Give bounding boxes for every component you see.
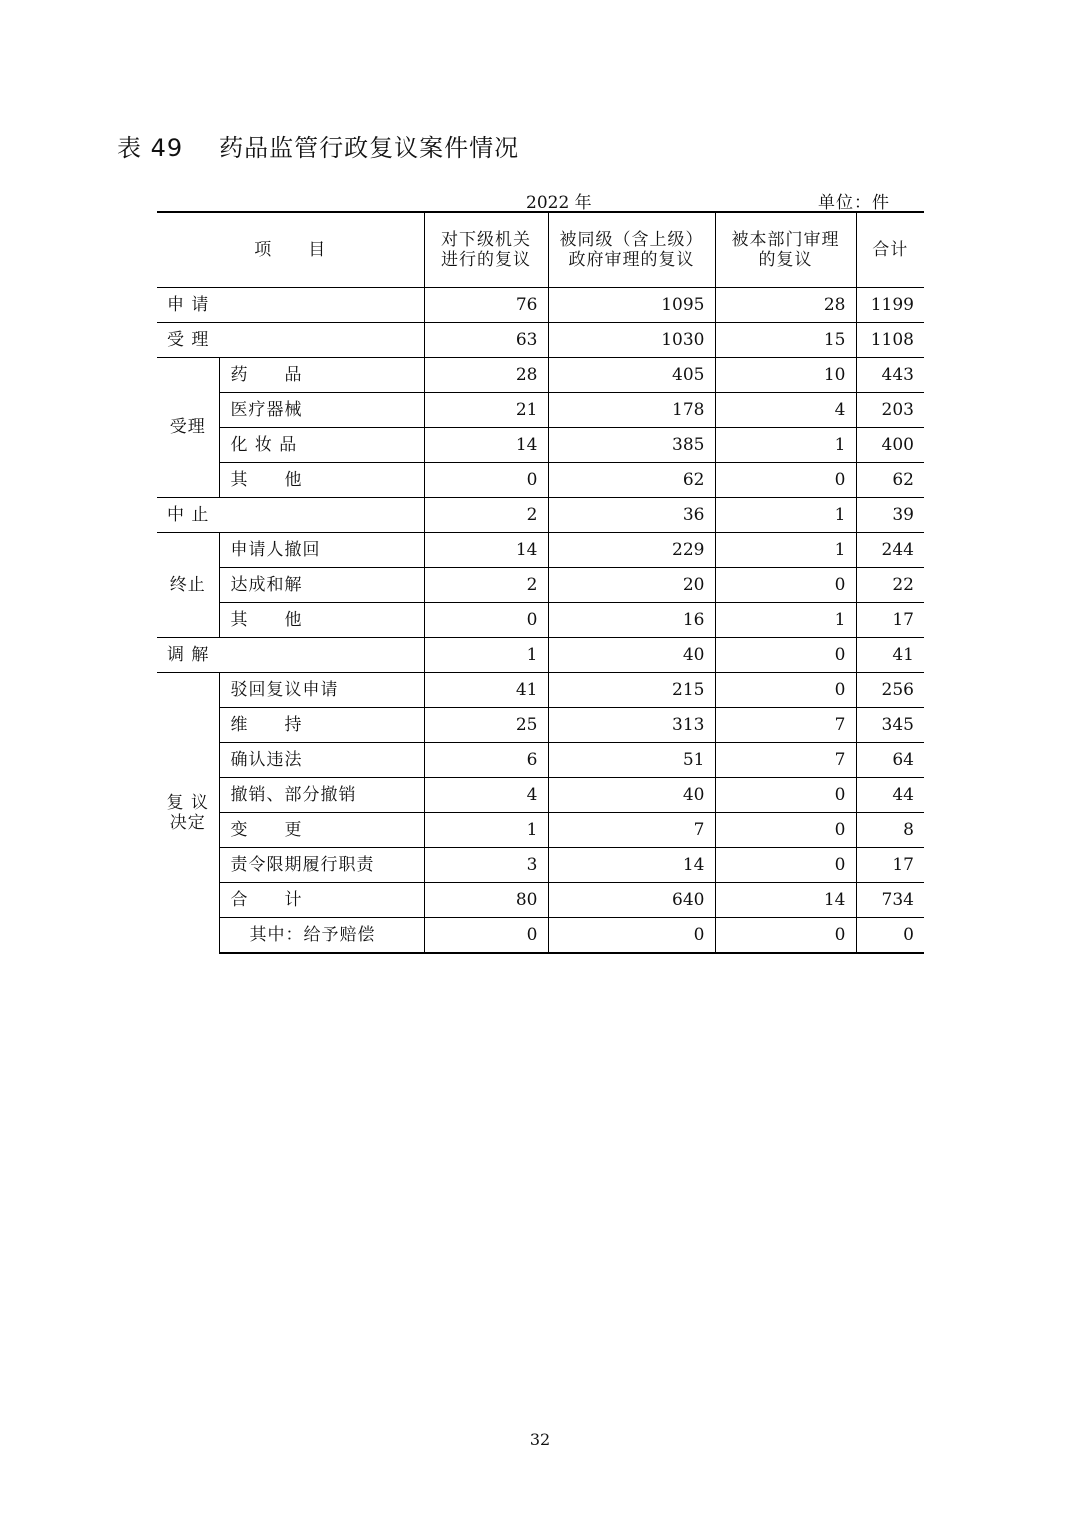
row-label: 调 解: [157, 638, 424, 673]
cell-value: 51: [548, 743, 715, 778]
cell-value: 14: [715, 883, 856, 918]
table-row: [157, 673, 924, 708]
cell-value: 256: [856, 673, 924, 708]
cell-value: 1199: [856, 288, 924, 323]
row-label: 维 持: [219, 708, 424, 743]
table-row: [157, 393, 924, 428]
cell-value: 7: [715, 708, 856, 743]
header-col4: 合计: [856, 212, 924, 288]
table-row: [157, 603, 924, 638]
cell-value: 1108: [856, 323, 924, 358]
row-label: 申 请: [157, 288, 424, 323]
cell-value: 0: [715, 463, 856, 498]
cell-value: 443: [856, 358, 924, 393]
cell-value: 734: [856, 883, 924, 918]
table-row: [157, 638, 924, 673]
cell-value: 14: [424, 428, 548, 463]
row-label: 其 他: [219, 463, 424, 498]
row-label: 其 他: [219, 603, 424, 638]
cell-value: 0: [715, 673, 856, 708]
cell-value: 4: [715, 393, 856, 428]
cell-value: 405: [548, 358, 715, 393]
cell-value: 39: [856, 498, 924, 533]
cell-value: 20: [548, 568, 715, 603]
cell-value: 28: [424, 358, 548, 393]
table-row: [157, 883, 924, 918]
cell-value: 22: [856, 568, 924, 603]
table-row: [157, 323, 924, 358]
cell-value: 244: [856, 533, 924, 568]
table-title: [117, 128, 519, 163]
cell-value: 1030: [548, 323, 715, 358]
row-label: 合 计: [219, 883, 424, 918]
cell-value: 64: [856, 743, 924, 778]
cell-value: 40: [548, 638, 715, 673]
table-number: 表 49: [117, 134, 184, 162]
cell-value: 62: [548, 463, 715, 498]
table-row: [157, 498, 924, 533]
cell-value: 44: [856, 778, 924, 813]
table-row: [157, 463, 924, 498]
row-label: 申请人撤回: [219, 533, 424, 568]
header-col2: 被同级（含上级） 政府审理的复议: [548, 212, 715, 288]
row-label: 医疗器械: [219, 393, 424, 428]
cell-value: 1: [715, 428, 856, 463]
cell-value: 178: [548, 393, 715, 428]
cell-value: 1: [715, 498, 856, 533]
cell-value: 0: [424, 918, 548, 954]
table-row: [157, 848, 924, 883]
cell-value: 1: [715, 533, 856, 568]
cell-value: 80: [424, 883, 548, 918]
table-row: [157, 358, 924, 393]
row-label: 药 品: [219, 358, 424, 393]
row-label: 驳回复议申请: [219, 673, 424, 708]
group-label-terminate: 终止: [157, 533, 219, 638]
cell-value: 385: [548, 428, 715, 463]
cell-value: 7: [715, 743, 856, 778]
cell-value: 25: [424, 708, 548, 743]
page-number: 32: [529, 1430, 551, 1449]
cell-value: 0: [715, 778, 856, 813]
cell-value: 2: [424, 498, 548, 533]
cell-value: 6: [424, 743, 548, 778]
cell-value: 1095: [548, 288, 715, 323]
header-row: [157, 212, 924, 288]
cell-value: 17: [856, 603, 924, 638]
table-row: [157, 813, 924, 848]
row-label: 变 更: [219, 813, 424, 848]
cell-value: 21: [424, 393, 548, 428]
cell-value: 0: [715, 918, 856, 954]
cell-value: 10: [715, 358, 856, 393]
header-col1: 对下级机关 进行的复议: [424, 212, 548, 288]
cell-value: 62: [856, 463, 924, 498]
cell-value: 7: [548, 813, 715, 848]
unit-caption: 单位：件: [818, 193, 890, 213]
row-label: 撤销、部分撤销: [219, 778, 424, 813]
table-row: [157, 778, 924, 813]
group-label-decision: 复 议 决定: [157, 673, 219, 954]
statistics-table: [157, 211, 924, 954]
cell-value: 41: [856, 638, 924, 673]
group-label-accept: 受理: [157, 358, 219, 498]
table-row: [157, 568, 924, 603]
header-item: 项 目: [157, 212, 424, 288]
cell-value: 640: [548, 883, 715, 918]
table-row: [157, 533, 924, 568]
table-row: [157, 708, 924, 743]
cell-value: 313: [548, 708, 715, 743]
row-label: 受 理: [157, 323, 424, 358]
row-label: 化 妆 品: [219, 428, 424, 463]
cell-value: 215: [548, 673, 715, 708]
cell-value: 0: [715, 568, 856, 603]
cell-value: 15: [715, 323, 856, 358]
row-label: 确认违法: [219, 743, 424, 778]
cell-value: 8: [856, 813, 924, 848]
cell-value: 76: [424, 288, 548, 323]
cell-value: 0: [548, 918, 715, 954]
cell-value: 2: [424, 568, 548, 603]
cell-value: 3: [424, 848, 548, 883]
cell-value: 345: [856, 708, 924, 743]
row-label: 责令限期履行职责: [219, 848, 424, 883]
table-row: [157, 918, 924, 954]
cell-value: 17: [856, 848, 924, 883]
row-label: 其中：给予赔偿: [219, 918, 424, 954]
year-caption: 2022 年: [526, 193, 592, 213]
row-label: 达成和解: [219, 568, 424, 603]
cell-value: 41: [424, 673, 548, 708]
cell-value: 1: [424, 638, 548, 673]
cell-value: 0: [424, 463, 548, 498]
table-row: [157, 288, 924, 323]
cell-value: 16: [548, 603, 715, 638]
cell-value: 28: [715, 288, 856, 323]
cell-value: 0: [424, 603, 548, 638]
cell-value: 400: [856, 428, 924, 463]
table-row: [157, 428, 924, 463]
cell-value: 40: [548, 778, 715, 813]
cell-value: 0: [715, 848, 856, 883]
cell-value: 4: [424, 778, 548, 813]
cell-value: 14: [548, 848, 715, 883]
cell-value: 63: [424, 323, 548, 358]
cell-value: 0: [856, 918, 924, 954]
cell-value: 36: [548, 498, 715, 533]
cell-value: 1: [715, 603, 856, 638]
table-title-text: 药品监管行政复议案件情况: [219, 134, 520, 162]
cell-value: 14: [424, 533, 548, 568]
cell-value: 0: [715, 813, 856, 848]
cell-value: 203: [856, 393, 924, 428]
cell-value: 229: [548, 533, 715, 568]
cell-value: 0: [715, 638, 856, 673]
row-label: 中 止: [157, 498, 424, 533]
table-row: [157, 743, 924, 778]
header-col3: 被本部门审理 的复议: [715, 212, 856, 288]
cell-value: 1: [424, 813, 548, 848]
